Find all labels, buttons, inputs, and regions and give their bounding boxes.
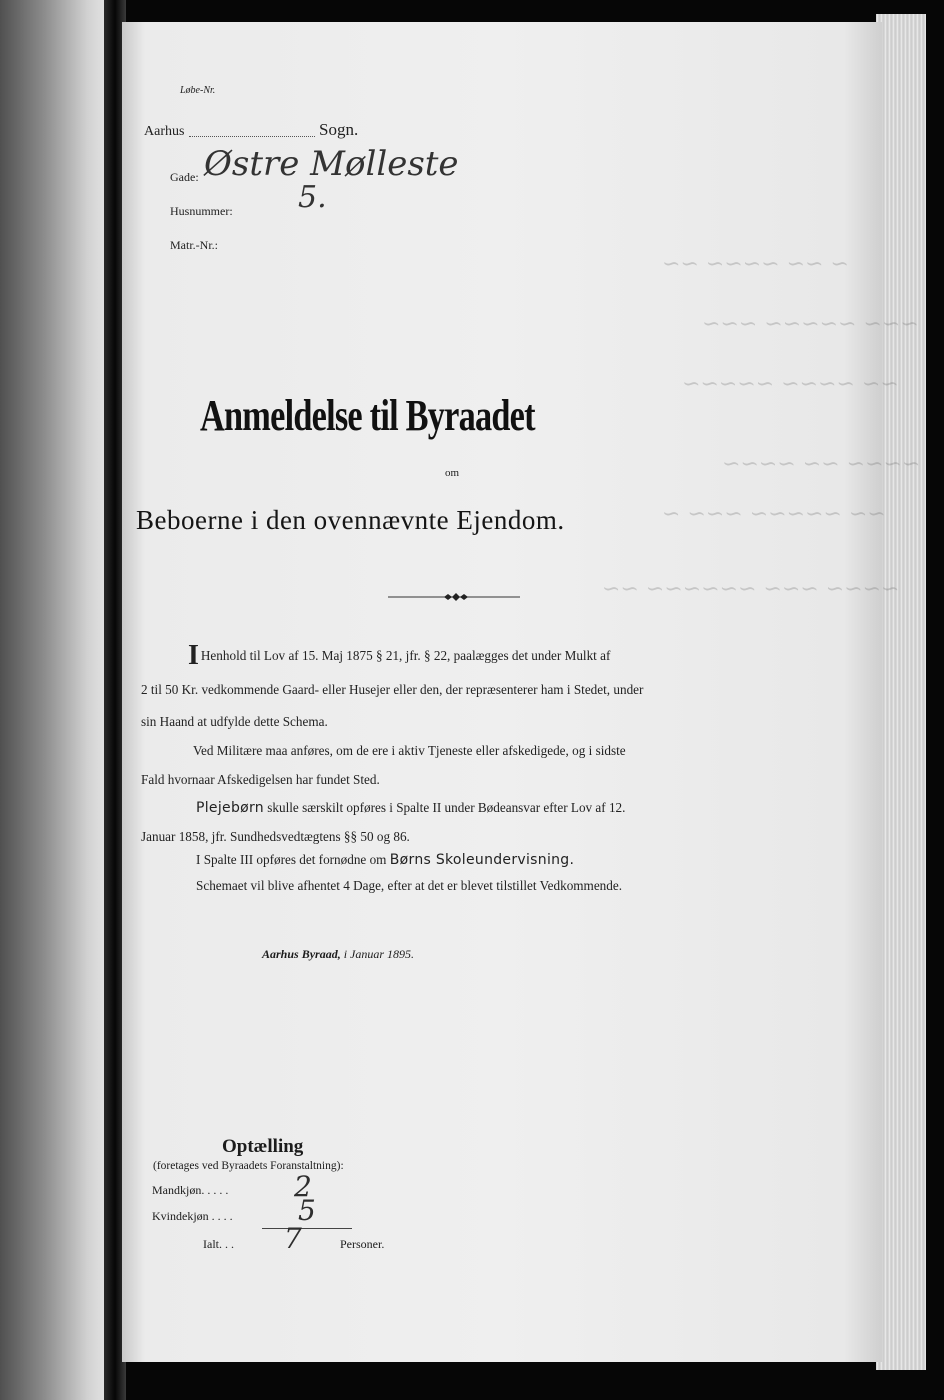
bleed-through: ~ ~~ ~~~~ ~~ [662,252,849,277]
page-stack-edges [876,14,926,1370]
bleed-through: ~~~~ ~~ ~~~~ [722,452,921,477]
matr-nr-label: Matr.-Nr.: [170,238,218,252]
body-line-5: Fald hvornaar Afskedigelsen har fundet Sted. [141,772,380,787]
total-label: Ialt. . . [203,1237,234,1251]
page-title: Anmeldelse til Byraadet [200,391,535,440]
body-line-9: Schemaet vil blive afhentet 4 Dage, efter at det er blevet tilstillet Vedkommende. [196,878,623,893]
body-line-8 [196,852,574,868]
left-page-edge [0,0,110,1400]
body-text: Henhold til Lov af 15. Maj 1875 § 21, jfr. § 22, paalægges det under Mulkt af [200,648,611,663]
signoff-date: i Januar 1895. [343,947,415,961]
skole-emphasis: Børns Skoleundervisning. [389,852,575,868]
ornament-divider [388,590,520,604]
sum-line [262,1228,352,1229]
body-line-2: 2 til 50 Kr. vedkommende Gaard- eller Husejer eller den, der repræsenterer ham i Stedet, under [141,682,644,697]
page-subtitle: Beboerne i den ovennævnte Ejendom. [136,505,565,535]
persons-label: Personer. [340,1237,385,1251]
body-line-7: Januar 1858, jfr. Sundhedsvedtægtens §§ 50 og 86. [141,829,410,844]
bleed-through: ~~ ~~~~ ~~~~~ [682,372,899,397]
female-label: Kvindekjøn . . . . [152,1209,233,1223]
signoff-authority: Aarhus Byraad, [262,947,341,961]
body-text: I Spalte III opføres det fornødne om [196,852,387,867]
female-value: 5 [298,1194,316,1227]
body-line-3: sin Haand at udfylde dette Schema. [141,714,328,729]
husnummer-value: 5. [298,180,327,215]
sogn-label: Sogn. [319,120,359,139]
signoff [262,947,414,962]
gade-value: Østre Mølleste [204,144,459,184]
sogn-fill-line [189,136,315,137]
body-text: skulle særskilt opføres i Spalte II under Bødeansvar efter Lov af 12. [267,800,626,815]
bleed-through: ~~ ~~~~~ ~~~ ~ [662,502,886,527]
bleed-through: ~~~~ ~~~ ~~~~~~ ~~ [602,577,900,602]
male-value: 2 [294,1170,312,1203]
count-note: (foretages ved Byraadets Foranstaltning): [153,1160,344,1172]
plejeborn-emphasis: Plejebørn [196,800,264,816]
male-label: Mandkjøn. . . . . [152,1183,229,1197]
title-connector: om [445,467,460,479]
body-line-4: Ved Militære maa anføres, om de ere i aktiv Tjeneste eller afskedigede, og i sidste [193,743,626,758]
total-value: 7 [284,1222,302,1255]
aarhus-label: Aarhus [144,124,185,139]
bleed-through: ~~~ ~~~~~ ~~~ [702,312,919,337]
husnummer-label: Husnummer: [170,204,233,218]
body-line-6 [196,800,625,816]
body-line-1 [188,642,610,670]
body-dropcap: I [188,640,199,671]
count-title: Optælling [222,1136,304,1157]
gade-label: Gade: [170,170,199,184]
lobe-nr-label: Løbe-Nr. [180,85,216,96]
